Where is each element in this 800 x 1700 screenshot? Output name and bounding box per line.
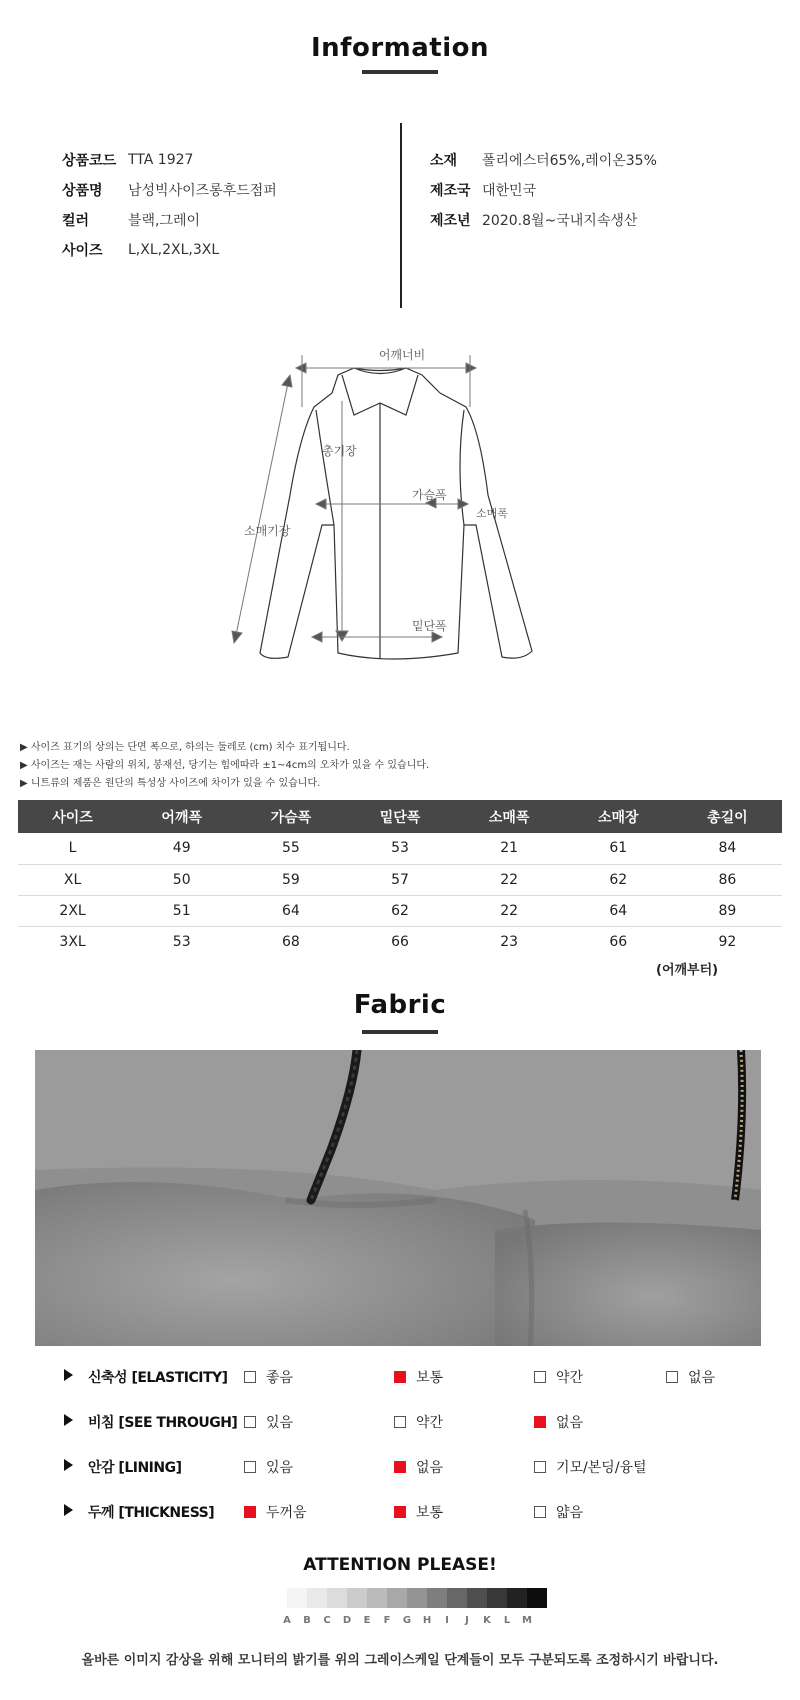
arrow-right-icon — [64, 1369, 73, 1381]
hem-label: 밑단폭 — [412, 619, 447, 633]
table-cell: 61 — [564, 833, 673, 864]
table-cell: 50 — [127, 864, 236, 895]
option-label: 기모/본딩/융털 — [556, 1460, 647, 1476]
table-row — [18, 833, 782, 864]
property-thickness — [0, 1502, 800, 1522]
info-value: L,XL,2XL,3XL — [128, 242, 220, 258]
info-key: 상품코드 — [62, 153, 117, 169]
option-label: 두꺼움 — [266, 1505, 307, 1521]
table-note: (어깨부터) — [656, 963, 719, 978]
grayscale-label: M — [522, 1615, 532, 1626]
checkbox-icon — [534, 1506, 546, 1518]
checkbox-icon — [244, 1416, 256, 1428]
option-label: 없음 — [416, 1460, 444, 1476]
table-header: 소매장 — [564, 800, 673, 833]
info-value: 남성빅사이즈롱후드점퍼 — [128, 183, 277, 199]
table-header: 가슴폭 — [236, 800, 345, 833]
checkbox-checked-icon — [534, 1416, 546, 1428]
table-header: 사이즈 — [18, 800, 127, 833]
fabric-photo — [35, 1050, 761, 1346]
checkbox-checked-icon — [394, 1371, 406, 1383]
property-label: 두께 [THICKNESS] — [88, 1505, 215, 1521]
grayscale-label: J — [465, 1615, 469, 1626]
table-cell: 62 — [564, 864, 673, 895]
checkbox-icon — [666, 1371, 678, 1383]
info-row — [62, 235, 277, 265]
attention-message: 올바른 이미지 감상을 위해 모니터의 밝기를 위의 그레이스케일 단계들이 모두 구분되도록 조정하시기 바랍니다. — [81, 1653, 719, 1668]
info-left-column — [62, 145, 277, 265]
grayscale-swatch — [447, 1588, 467, 1608]
info-row — [62, 175, 277, 205]
table-cell: 22 — [455, 864, 564, 895]
grayscale-label: A — [283, 1615, 291, 1626]
property-see-through — [0, 1412, 800, 1432]
property-elasticity — [0, 1367, 800, 1387]
property-label: 신축성 [ELASTICITY] — [88, 1370, 228, 1386]
arrow-right-icon — [64, 1504, 73, 1516]
info-right-column — [430, 145, 657, 235]
grayscale-swatch — [407, 1588, 427, 1608]
table-cell: 84 — [673, 833, 782, 864]
table-row — [18, 926, 782, 957]
info-row — [62, 205, 277, 235]
fabric-title: Fabric — [353, 990, 447, 1020]
info-value: 블랙,그레이 — [128, 213, 201, 229]
sleeve-length-label: 소매기장 — [244, 524, 291, 538]
grayscale-label: L — [503, 1615, 511, 1626]
table-cell: 66 — [609, 933, 628, 950]
grayscale-label: E — [363, 1615, 371, 1626]
info-value: 대한민국 — [482, 183, 537, 199]
grayscale-label: D — [342, 1615, 352, 1626]
table-cell: L — [18, 833, 127, 864]
table-cell: 66 — [391, 933, 409, 950]
option-none[interactable] — [534, 1412, 583, 1432]
info-row — [430, 205, 657, 235]
grayscale-swatch — [387, 1588, 407, 1608]
size-note: ▶ 사이즈 표기의 상의는 단면 폭으로, 하의는 둘레로 (cm) 치수 표기됩니다. — [20, 742, 350, 753]
table-cell: 62 — [345, 895, 454, 926]
grayscale-swatch — [307, 1588, 327, 1608]
table-cell: 3XL — [59, 933, 86, 950]
option-label: 보통 — [416, 1370, 444, 1386]
size-table — [18, 800, 782, 957]
attention-title: ATTENTION PLEASE! — [303, 1555, 497, 1575]
table-cell: XL — [18, 864, 127, 895]
arrow-right-icon — [64, 1414, 73, 1426]
info-row — [62, 145, 277, 175]
option-none[interactable] — [394, 1457, 443, 1477]
grayscale-bar — [287, 1588, 547, 1608]
information-underline — [362, 70, 438, 74]
grayscale-label: K — [483, 1615, 491, 1626]
size-notes — [20, 739, 429, 793]
sleeve-width-label: 소매폭 — [476, 507, 508, 520]
property-lining — [0, 1457, 800, 1477]
table-cell: 57 — [345, 864, 454, 895]
table-cell: 64 — [236, 895, 345, 926]
option-brushed[interactable] — [534, 1457, 647, 1477]
information-title: Information — [310, 33, 490, 63]
option-label: 있음 — [266, 1415, 294, 1431]
option-slight[interactable] — [534, 1367, 583, 1387]
option-label: 보통 — [416, 1505, 444, 1521]
info-key: 소재 — [430, 153, 458, 169]
option-normal[interactable] — [394, 1367, 443, 1387]
table-cell: 2XL — [18, 895, 127, 926]
table-cell: 68 — [281, 933, 300, 950]
info-value: TTA 1927 — [128, 152, 194, 168]
option-label: 없음 — [688, 1370, 716, 1386]
grayscale-swatch — [487, 1588, 507, 1608]
info-key: 사이즈 — [62, 243, 103, 259]
option-slight[interactable] — [394, 1412, 443, 1432]
property-label: 비침 [SEE THROUGH] — [88, 1415, 238, 1431]
grayscale-label: C — [323, 1615, 331, 1626]
table-cell: 23 — [500, 933, 519, 950]
option-label: 약간 — [556, 1370, 584, 1386]
info-row — [430, 145, 657, 175]
grayscale-swatch — [527, 1588, 547, 1608]
option-thin[interactable] — [534, 1502, 583, 1522]
option-label: 약간 — [416, 1415, 444, 1431]
size-note: ▶ 니트류의 제품은 원단의 특성상 사이즈에 차이가 있을 수 있습니다. — [20, 778, 321, 789]
checkbox-icon — [244, 1461, 256, 1473]
grayscale-swatch — [347, 1588, 367, 1608]
jacket-size-diagram — [230, 335, 570, 680]
property-label: 안감 [LINING] — [88, 1460, 182, 1476]
option-label: 좋음 — [266, 1370, 294, 1386]
table-cell: 92 — [718, 933, 737, 950]
option-none[interactable] — [666, 1367, 715, 1387]
fabric-underline — [362, 1030, 438, 1034]
grayscale-label: I — [445, 1615, 449, 1626]
table-cell: 64 — [564, 895, 673, 926]
info-divider — [400, 123, 402, 308]
fabric-texture — [35, 1050, 761, 1346]
size-note: ▶ 사이즈는 재는 사람의 위치, 봉재선, 당기는 힘에따라 ±1~4cm의 오차가 있을 수 있습니다. — [20, 760, 430, 771]
table-cell: 49 — [127, 833, 236, 864]
table-cell: 55 — [236, 833, 345, 864]
option-label: 없음 — [556, 1415, 584, 1431]
info-value: 폴리에스터65%,레이온35% — [482, 153, 657, 169]
table-row — [18, 895, 782, 926]
shoulder-label: 어깨너비 — [378, 348, 426, 362]
table-cell: 89 — [673, 895, 782, 926]
checkbox-checked-icon — [244, 1506, 256, 1518]
table-header: 총길이 — [673, 800, 782, 833]
grayscale-label: G — [402, 1615, 412, 1626]
checkbox-icon — [244, 1371, 256, 1383]
grayscale-label: B — [303, 1615, 311, 1626]
chest-label: 가슴폭 — [412, 488, 447, 502]
grayscale-swatch — [327, 1588, 347, 1608]
table-cell: 53 — [345, 833, 454, 864]
table-header-row — [18, 800, 782, 833]
table-cell: 51 — [127, 895, 236, 926]
option-label: 얇음 — [556, 1505, 584, 1521]
checkbox-checked-icon — [394, 1506, 406, 1518]
table-header: 밑단폭 — [345, 800, 454, 833]
table-cell: 21 — [455, 833, 564, 864]
arrow-right-icon — [64, 1459, 73, 1471]
table-cell: 22 — [455, 895, 564, 926]
option-good[interactable] — [244, 1367, 293, 1387]
option-yes[interactable] — [244, 1457, 293, 1477]
grayscale-labels — [277, 1615, 537, 1626]
option-thick[interactable] — [244, 1502, 307, 1522]
table-row — [18, 864, 782, 895]
checkbox-icon — [534, 1371, 546, 1383]
info-key: 상품명 — [62, 183, 103, 199]
option-yes[interactable] — [244, 1412, 293, 1432]
grayscale-swatch — [367, 1588, 387, 1608]
table-header: 소매폭 — [455, 800, 564, 833]
info-key: 제조년 — [430, 213, 471, 229]
checkbox-icon — [534, 1461, 546, 1473]
info-key: 제조국 — [430, 183, 471, 199]
table-cell: 53 — [172, 933, 191, 950]
table-cell: 86 — [673, 864, 782, 895]
info-value: 2020.8월~국내지속생산 — [482, 213, 638, 229]
grayscale-swatch — [427, 1588, 447, 1608]
table-cell: 59 — [236, 864, 345, 895]
grayscale-label: H — [422, 1615, 432, 1626]
grayscale-swatch — [507, 1588, 527, 1608]
grayscale-swatch — [467, 1588, 487, 1608]
info-key: 컬러 — [62, 213, 90, 229]
info-row — [430, 175, 657, 205]
length-label: 총기장 — [322, 444, 357, 458]
option-label: 있음 — [266, 1460, 294, 1476]
grayscale-swatch — [287, 1588, 307, 1608]
checkbox-checked-icon — [394, 1461, 406, 1473]
option-normal[interactable] — [394, 1502, 443, 1522]
table-header: 어깨폭 — [127, 800, 236, 833]
grayscale-label: F — [383, 1615, 391, 1626]
checkbox-icon — [394, 1416, 406, 1428]
